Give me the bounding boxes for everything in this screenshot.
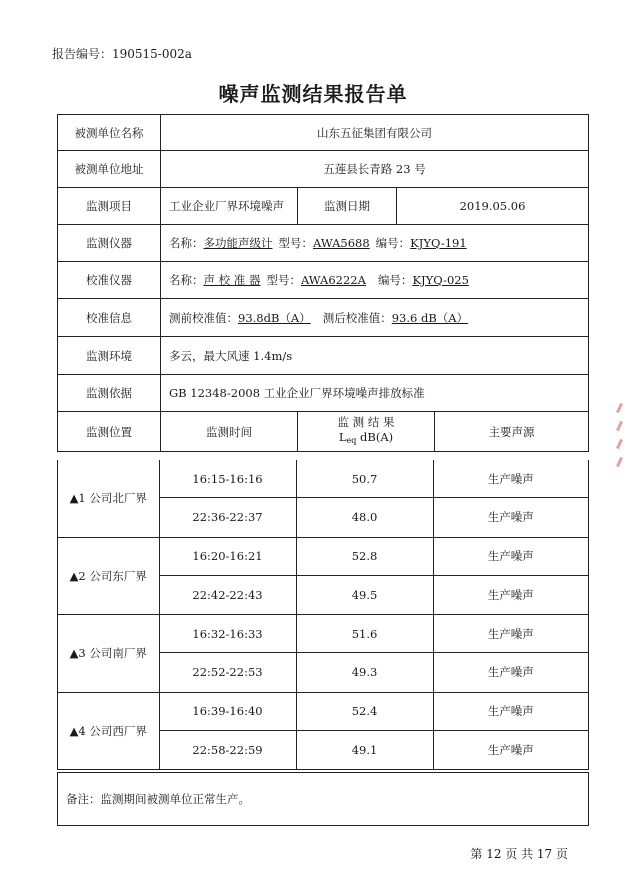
unit-address-label: 被测单位地址	[58, 151, 161, 187]
col-result-l: L	[338, 430, 347, 444]
report-table	[57, 114, 589, 452]
table-row	[160, 460, 589, 498]
page-title: 噪声监测结果报告单	[218, 82, 408, 106]
calibrator-label: 校准仪器	[58, 262, 161, 298]
calibrator-no-label: 编号：	[377, 273, 413, 287]
item-value: 工业企业厂界环境噪声	[161, 188, 298, 224]
col-source-header: 主要声源	[488, 424, 535, 439]
col-result-title: 监 测 结 果	[337, 415, 395, 429]
post-calibration-value: 93.6 dB（A）	[391, 310, 469, 325]
unit-address-value: 五莲县长青路 23 号	[323, 162, 426, 176]
col-position-header: 监测位置	[58, 412, 161, 451]
calibration-info-value	[161, 299, 588, 336]
source-cell: 生产噪声	[487, 510, 534, 525]
source-cell: 生产噪声	[487, 471, 534, 486]
table-row	[160, 576, 589, 614]
results-groups	[57, 460, 589, 770]
pre-calibration-value: 93.8dB（A）	[238, 310, 311, 325]
post-calibration-label: 测后校准值：	[322, 310, 392, 325]
position-cell: ▲3 公司南厂界	[58, 615, 160, 692]
page-number: 第 12 页 共 17 页	[470, 847, 568, 861]
col-result-unit-line	[339, 430, 393, 448]
calibrator-model-label: 型号：	[266, 273, 301, 287]
group-rows	[160, 615, 589, 692]
instrument-no: KJYQ-191	[410, 236, 467, 250]
time-cell: 22:52-22:53	[160, 653, 297, 691]
value-cell: 49.3	[297, 653, 434, 691]
source-cell: 生产噪声	[487, 665, 534, 680]
source-cell: 生产噪声	[487, 549, 534, 564]
results-header-row	[58, 412, 588, 452]
value-cell: 50.7	[297, 460, 434, 497]
time-cell: 16:15-16:16	[160, 460, 297, 497]
result-group	[57, 615, 589, 693]
col-result-sub: eq	[346, 436, 357, 445]
calibrator-value	[161, 262, 588, 298]
calibrator-model: AWA6222A	[300, 273, 366, 287]
calibration-info-row	[58, 299, 588, 337]
result-group	[57, 693, 589, 771]
unit-name-value: 山东五征集团有限公司	[317, 125, 432, 140]
instrument-no-label: 编号：	[375, 236, 411, 250]
seal-stamp-edge	[612, 395, 626, 505]
time-cell: 22:58-22:59	[160, 731, 297, 769]
table-row	[160, 615, 589, 653]
value-cell: 48.0	[297, 498, 434, 536]
value-cell: 49.5	[297, 576, 434, 614]
table-row	[160, 498, 589, 536]
date-value: 2019.05.06	[459, 199, 526, 213]
unit-name-row	[58, 115, 588, 151]
item-label: 监测项目	[58, 188, 161, 224]
pre-calibration-label: 测前校准值：	[169, 310, 238, 325]
calibrator-row	[58, 262, 588, 299]
time-cell: 16:39-16:40	[160, 693, 297, 730]
instrument-model-label: 型号：	[278, 236, 313, 250]
source-cell: 生产噪声	[487, 587, 534, 602]
result-group	[57, 460, 589, 538]
col-result-header	[298, 412, 435, 451]
instrument-name-label: 名称：	[169, 236, 204, 250]
table-row	[160, 538, 589, 576]
source-cell: 生产噪声	[487, 742, 534, 757]
col-result-unit: dB(A)	[356, 430, 394, 444]
group-rows	[160, 460, 589, 537]
instrument-model: AWA5688	[313, 236, 370, 250]
position-cell: ▲4 公司西厂界	[58, 693, 160, 770]
calibrator-name: 声 校 准 器	[203, 273, 261, 287]
value-cell: 49.1	[297, 731, 434, 769]
table-row	[160, 693, 589, 731]
table-row	[160, 731, 589, 769]
instrument-name: 多功能声级计	[203, 236, 273, 250]
basis-row	[58, 375, 588, 412]
environment-row	[58, 337, 588, 375]
monitoring-item-row	[58, 188, 588, 225]
basis-label: 监测依据	[58, 375, 161, 411]
calibrator-name-label: 名称：	[169, 273, 204, 287]
position-cell: ▲1 公司北厂界	[58, 460, 160, 537]
unit-name-label: 被测单位名称	[58, 115, 161, 150]
time-cell: 16:32-16:33	[160, 615, 297, 652]
instrument-value	[161, 225, 588, 261]
time-cell: 22:42-22:43	[160, 576, 297, 614]
value-cell: 51.6	[297, 615, 434, 652]
calibration-info-label: 校准信息	[58, 299, 161, 336]
instrument-label: 监测仪器	[58, 225, 161, 261]
calibrator-no: KJYQ-025	[412, 273, 469, 287]
instrument-row	[58, 225, 588, 262]
time-cell: 16:20-16:21	[160, 538, 297, 575]
group-rows	[160, 538, 589, 615]
source-cell: 生产噪声	[487, 704, 534, 719]
date-label: 监测日期	[298, 188, 397, 224]
environment-label: 监测环境	[58, 337, 161, 374]
result-group	[57, 538, 589, 616]
group-rows	[160, 693, 589, 770]
value-cell: 52.8	[297, 538, 434, 575]
remark: 备注：监测期间被测单位正常生产。	[57, 772, 589, 826]
environment-value: 多云，最大风速 1.4m/s	[169, 348, 293, 363]
time-cell: 22:36-22:37	[160, 498, 297, 536]
source-cell: 生产噪声	[487, 626, 534, 641]
table-row	[160, 653, 589, 691]
unit-address-row	[58, 151, 588, 188]
value-cell: 52.4	[297, 693, 434, 730]
report-number: 报告编号：190515-002a	[52, 47, 192, 61]
col-time-header: 监测时间	[161, 412, 298, 451]
basis-value: GB 12348-2008 工业企业厂界环境噪声排放标准	[169, 386, 425, 400]
position-cell: ▲2 公司东厂界	[58, 538, 160, 615]
